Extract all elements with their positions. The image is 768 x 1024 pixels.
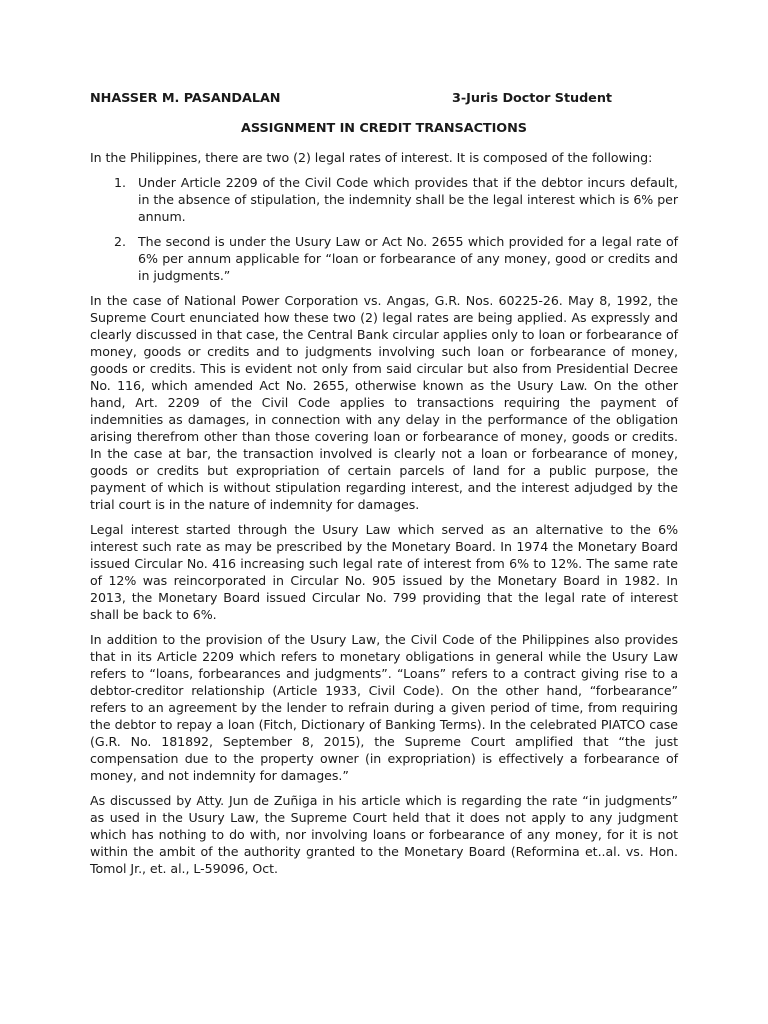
list-item <box>90 174 678 225</box>
author-role: 3-Juris Doctor Student <box>452 91 612 106</box>
body-paragraph: Legal interest started through the Usury Law which served as an alternative to the 6% interest such rate as may be prescribed by the Monetary Board. In 1974 the Monetary Board issued Circular No. 416 increasing such legal rate of interest from 6% to 12%. The same rate of 12% was reincorporated in Circular No. 905 issued by the Monetary Board in 1982. In 2013, the Monetary Board issued Circular No. 799 providing that the legal rate of interest shall be back to 6%. <box>90 522 678 622</box>
author-name: NHASSER M. PASANDALAN <box>90 91 281 106</box>
document-title: ASSIGNMENT IN CREDIT TRANSACTIONS <box>241 121 527 136</box>
body-paragraph: In addition to the provision of the Usury Law, the Civil Code of the Philippines also provides that in its Article 2209 which refers to monetary obligations in general while the Usury Law refers to “loans, forbearances and judgments”. “Loans” refers to a contract giving rise to a debtor-creditor relationship (Article 1933, Civil Code). On the other hand, “forbearance” refers to an agreement by the lender to refrain during a given period of time, from requiring the debtor to repay a loan (Fitch, Dictionary of Banking Terms). In the celebrated PIATCO case (G.R. No. 181892, September 8, 2015), the Supreme Court amplified that “the just compensation due to the property owner (in expropriation) is effectively a forbearance of money, and not indemnity for damages.” <box>90 632 678 783</box>
body-paragraph: As discussed by Atty. Jun de Zuñiga in his article which is regarding the rate “in judgments” as used in the Usury Law, the Supreme Court held that it does not apply to any judgment which has nothing to do with, nor involving loans or forbearance of any money, for it is not within the ambit of the authority granted to the Monetary Board (Reformina et..al. vs. Hon. Tomol Jr., et. al., L-59096, Oct. <box>90 793 678 876</box>
list-item-text: Under Article 2209 of the Civil Code which provides that if the debtor incurs default, in the absence of stipulation, the indemnity shall be the legal interest which is 6% per annum. <box>138 175 678 224</box>
list-item-number: 2. <box>114 234 126 249</box>
list-item <box>90 233 678 284</box>
intro-paragraph: In the Philippines, there are two (2) legal rates of interest. It is composed of the following: <box>90 150 653 165</box>
legal-rates-list <box>90 174 678 284</box>
list-item-number: 1. <box>114 175 126 190</box>
list-item-text: The second is under the Usury Law or Act No. 2655 which provided for a legal rate of 6% per annum applicable for “loan or forbearance of any money, good or credits and in judgments.” <box>138 234 678 283</box>
document-body <box>90 90 678 885</box>
body-paragraph: In the case of National Power Corporation vs. Angas, G.R. Nos. 60225-26. May 8, 1992, the Supreme Court enunciated how these two (2) legal rates are being applied. As expressly and clearly discussed in that case, the Central Bank circular applies only to loan or forbearance of money, goods or credits and to judgments involving such loan or forbearance of money, goods or credits. This is evident not only from said circular but also from Presidential Decree No. 116, which amended Act No. 2655, otherwise known as the Usury Law. On the other hand, Art. 2209 of the Civil Code applies to transactions requiring the payment of indemnities as damages, in connection with any delay in the performance of the obligation arising therefrom other than those covering loan or forbearance of money, goods or credits. In the case at bar, the transaction involved is clearly not a loan or forbearance of money, goods or credits but expropriation of certain parcels of land for a public purpose, the payment of which is without stipulation regarding interest, and the interest adjudged by the trial court is in the nature of indemnity for damages. <box>90 293 678 512</box>
document-header <box>90 90 678 108</box>
